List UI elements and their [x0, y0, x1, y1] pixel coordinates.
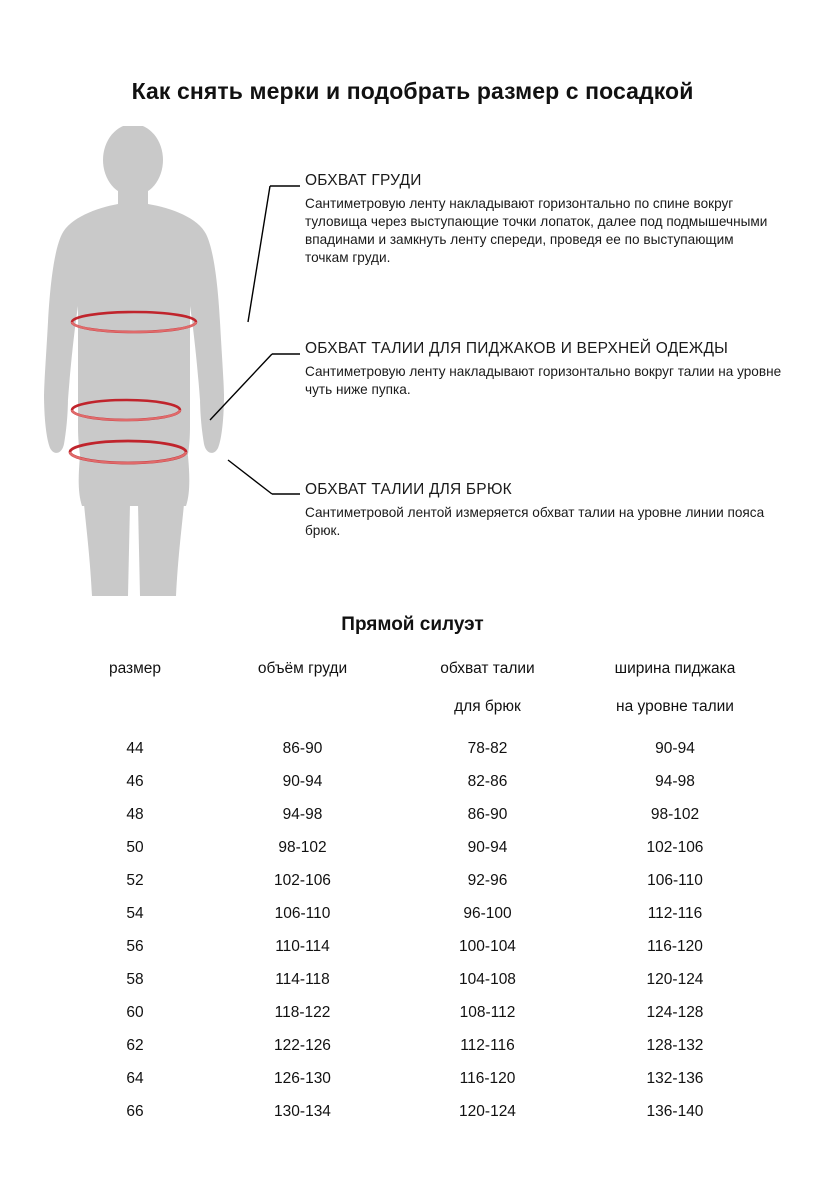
- table-cell: 78-82: [467, 739, 508, 757]
- callout-trousers-waist: [305, 481, 785, 540]
- header-chest: объём груди: [257, 660, 348, 677]
- callout-jacket-waist-body: Сантиметровую ленту накладывают горизонтально вокруг талии на уровне чуть ниже пупка.: [305, 364, 782, 398]
- table-cell: 62: [126, 1036, 144, 1054]
- table-body: [60, 732, 770, 1128]
- table-row: [60, 897, 770, 930]
- callout-chest-heading: ОБХВАТ ГРУДИ: [305, 172, 422, 189]
- table-cell: 106-110: [274, 904, 331, 922]
- table-cell: 46: [126, 772, 144, 790]
- table-cell: 60: [126, 1003, 144, 1021]
- table-cell: 110-114: [275, 937, 330, 955]
- table-cell: 112-116: [647, 904, 703, 922]
- table-row: [60, 1095, 770, 1128]
- table-title: Прямой силуэт: [341, 614, 484, 635]
- page-title: Как снять мерки и подобрать размер с посадкой: [131, 78, 694, 104]
- table-cell: 86-90: [467, 805, 508, 823]
- table-row: [60, 732, 770, 765]
- table-cell: 86-90: [282, 739, 323, 757]
- table-cell: 90-94: [282, 772, 323, 790]
- table-cell: 128-132: [646, 1036, 704, 1054]
- table-cell: 102-106: [646, 838, 704, 856]
- table-cell: 50: [126, 838, 144, 856]
- table-row: [60, 1029, 770, 1062]
- table-row: [60, 963, 770, 996]
- header-waist-trousers: обхват талии для брюк: [440, 660, 535, 715]
- table-row: [60, 831, 770, 864]
- table-cell: 102-106: [274, 871, 331, 889]
- table-cell: 90-94: [467, 838, 508, 856]
- callout-trousers-waist-body: Сантиметровой лентой измеряется обхват талии на уровне линии пояса брюк.: [305, 505, 765, 539]
- header-size: размер: [108, 660, 162, 677]
- table-cell: 94-98: [655, 772, 695, 790]
- table-cell: 94-98: [282, 805, 323, 823]
- table-cell: 100-104: [459, 937, 516, 955]
- callout-jacket-waist: [305, 340, 805, 399]
- table-cell: 136-140: [646, 1102, 704, 1120]
- header-jacket-width: ширина пиджака на уровне талии: [614, 660, 736, 715]
- table-row: [60, 864, 770, 897]
- table-cell: 120-124: [459, 1102, 516, 1120]
- table-cell: 98-102: [650, 805, 700, 823]
- size-table: [60, 660, 770, 1128]
- callout-trousers-waist-heading: ОБХВАТ ТАЛИИ ДЛЯ БРЮК: [305, 481, 512, 498]
- table-cell: 96-100: [463, 904, 512, 922]
- table-cell: 64: [126, 1069, 144, 1087]
- callout-jacket-waist-heading: ОБХВАТ ТАЛИИ ДЛЯ ПИДЖАКОВ И ВЕРХНЕЙ ОДЕЖДЫ: [305, 340, 729, 357]
- table-cell: 92-96: [467, 871, 508, 889]
- table-cell: 126-130: [274, 1069, 331, 1087]
- table-cell: 66: [126, 1102, 144, 1120]
- table-cell: 108-112: [459, 1003, 516, 1021]
- callout-chest-body: Сантиметровую ленту накладывают горизонтально по спине вокруг туловища через выступающие точки лопаток, далее под подмышечными впадинами и замкнуть ленту спереди, проведя ее по выступающим точкам груди.: [305, 196, 768, 266]
- table-cell: 106-110: [647, 871, 703, 889]
- table-cell: 54: [126, 904, 144, 922]
- table-cell: 56: [126, 937, 144, 955]
- table-cell: 98-102: [278, 838, 327, 856]
- table-cell: 104-108: [459, 970, 516, 988]
- table-cell: 44: [126, 739, 144, 757]
- table-cell: 118-122: [274, 1003, 331, 1021]
- table-cell: 52: [126, 871, 144, 889]
- table-cell: 116-120: [459, 1069, 516, 1087]
- table-cell: 116-120: [647, 937, 703, 955]
- table-cell: 130-134: [274, 1102, 331, 1120]
- body-figure: [18, 126, 298, 596]
- table-cell: 114-118: [275, 970, 330, 988]
- table-row: [60, 1062, 770, 1095]
- table-cell: 120-124: [646, 970, 704, 988]
- table-cell: 90-94: [655, 739, 695, 757]
- table-row: [60, 765, 770, 798]
- table-cell: 122-126: [274, 1036, 331, 1054]
- table-cell: 112-116: [460, 1036, 515, 1054]
- table-row: [60, 930, 770, 963]
- body-silhouette: [44, 126, 224, 596]
- table-cell: 58: [126, 970, 144, 988]
- table-cell: 82-86: [467, 772, 508, 790]
- table-cell: 132-136: [646, 1069, 704, 1087]
- table-row: [60, 996, 770, 1029]
- table-header-row: [60, 660, 770, 732]
- table-cell: 48: [126, 805, 144, 823]
- table-row: [60, 798, 770, 831]
- table-cell: 124-128: [646, 1003, 704, 1021]
- callout-chest: [305, 172, 775, 267]
